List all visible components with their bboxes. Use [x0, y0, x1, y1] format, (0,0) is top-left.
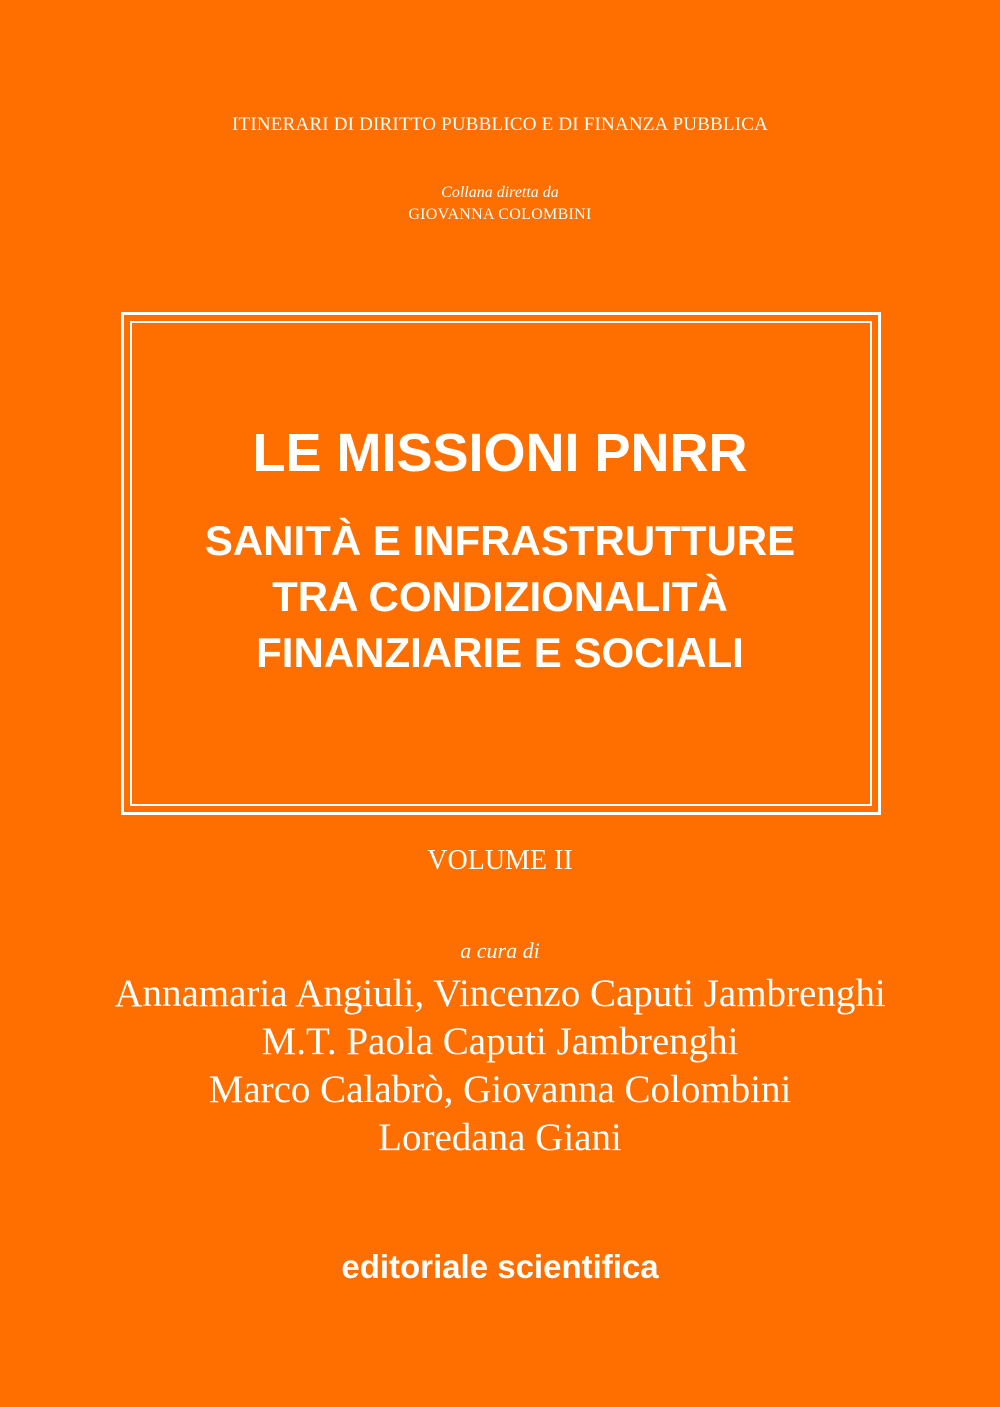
subtitle-line: TRA CONDIZIONALITÀ [272, 573, 728, 620]
subtitle-line: SANITÀ E INFRASTRUTTURE [204, 517, 796, 564]
publisher-name: editoriale scientifica [341, 1248, 659, 1285]
editors-line: M.T. Paola Caputi Jambrenghi [261, 1020, 739, 1063]
editors-line: Marco Calabrò, Giovanna Colombini [208, 1068, 792, 1111]
editors-list [0, 970, 1000, 1162]
book-subtitle [0, 517, 1000, 688]
collana-label: Collana diretta da [441, 184, 559, 201]
editors-line: Annamaria Angiuli, Vincenzo Caputi Jambrenghi [114, 972, 886, 1015]
series-title: ITINERARI DI DIRITTO PUBBLICO E DI FINANZA PUBBLICA [231, 114, 769, 135]
volume-label: VOLUME II [427, 845, 573, 876]
subtitle-line: FINANZIARIE E SOCIALI [256, 629, 744, 676]
book-title: LE MISSIONI PNRR [252, 423, 748, 483]
editors-line: Loredana Giani [378, 1116, 622, 1159]
collana-director: GIOVANNA COLOMBINI [408, 206, 592, 223]
editors-label: a cura di [460, 938, 540, 963]
